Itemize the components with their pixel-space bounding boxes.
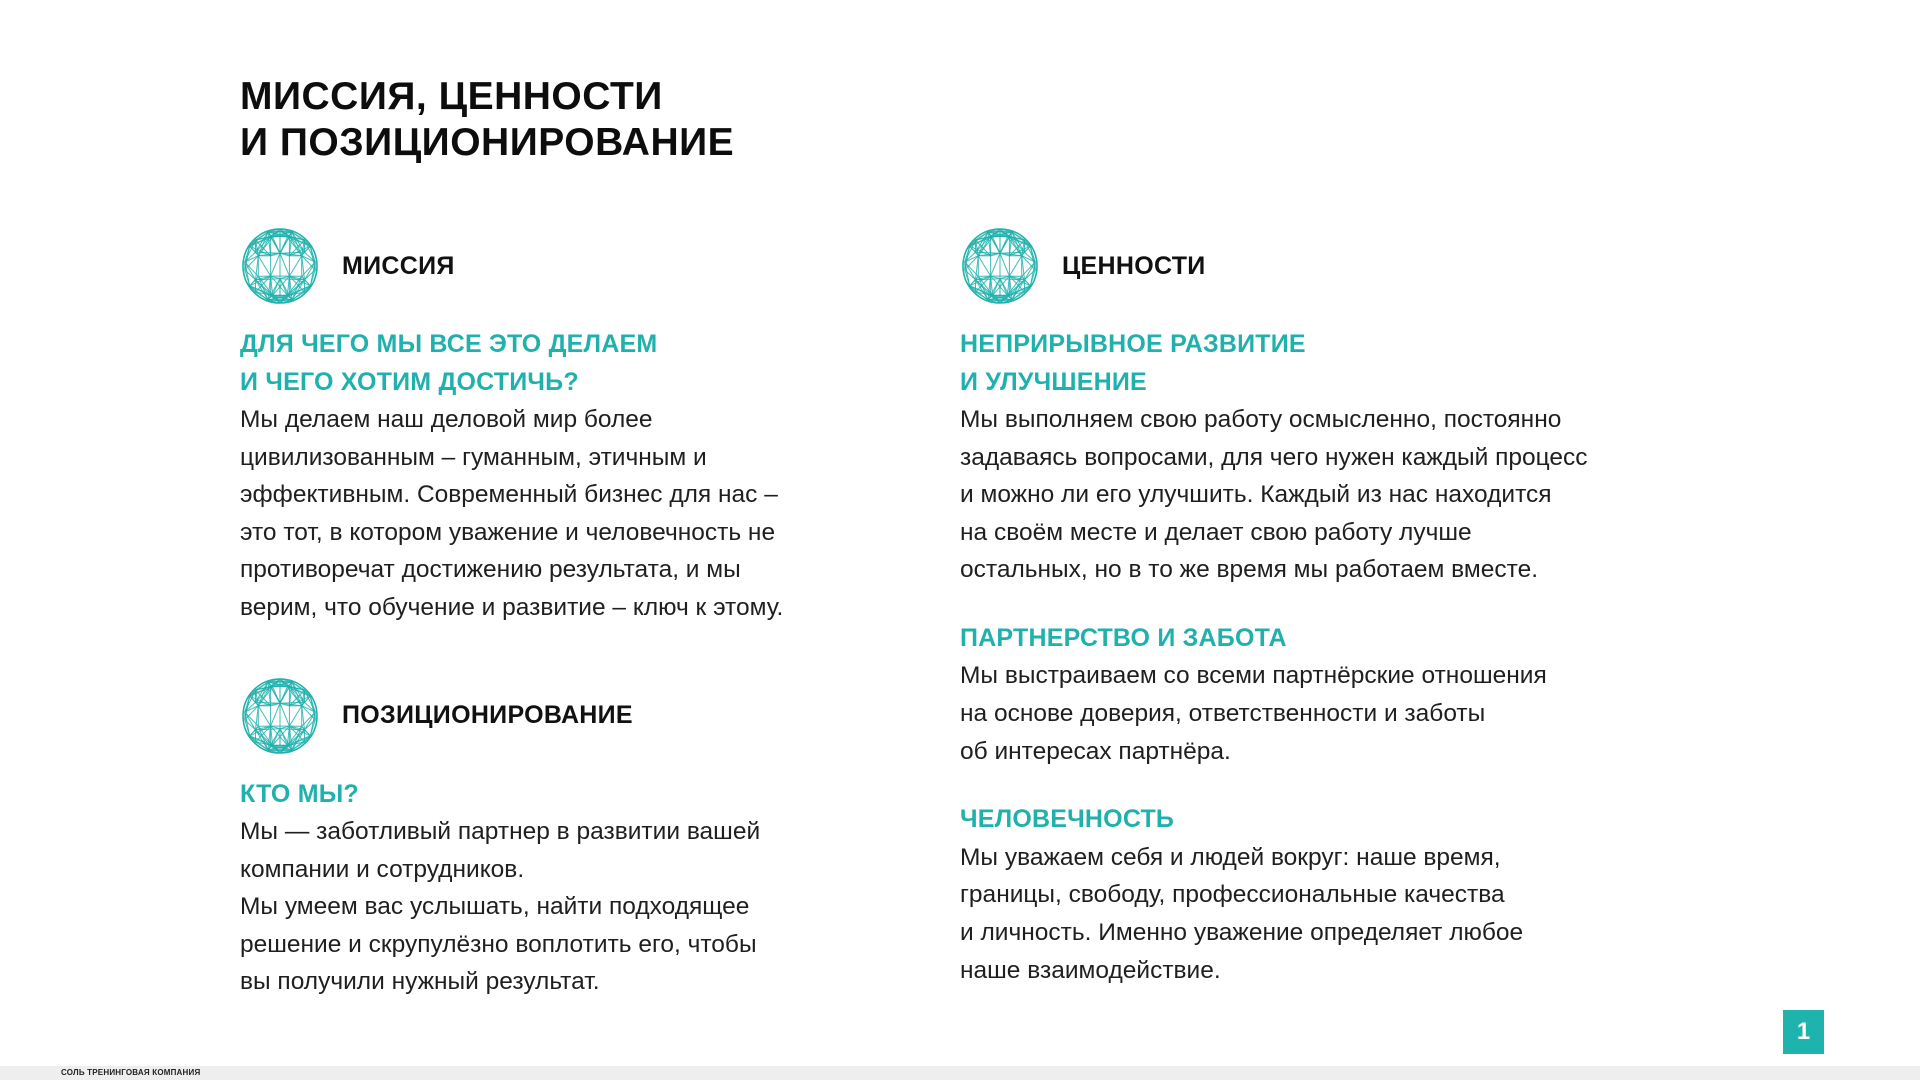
mission-body-line: эффективным. Современный бизнес для нас – [240, 481, 778, 509]
value-body-line: остальных, но в то же время мы работаем вместе. [960, 556, 1538, 584]
geodesic-globe-icon [240, 226, 320, 306]
positioning-body-line: решение и скрупулёзно воплотить его, чтобы [240, 930, 757, 958]
value-subhead [960, 620, 1660, 658]
left-column [240, 225, 940, 1001]
page-title-line-2: И ПОЗИЦИОНИРОВАНИЕ [240, 121, 735, 164]
positioning-body-line: Мы умеем вас услышать, найти подходящее [240, 893, 750, 921]
value-body-line: на основе доверия, ответственности и заботы [960, 700, 1486, 728]
mission-body-line: противоречат достижению результата, и мы [240, 556, 741, 584]
value-body-line: Мы уважаем себя и людей вокруг: наше время, [960, 843, 1501, 871]
positioning-body [240, 813, 940, 1001]
value-body [960, 657, 1660, 770]
mission-subhead [240, 326, 940, 401]
value-subhead-line: НЕПРИРЫВНОЕ РАЗВИТИЕ [960, 330, 1306, 358]
value-body-line: Мы выстраиваем со всеми партнёрские отношения [960, 662, 1547, 690]
value-body-line: Мы выполняем свою работу осмысленно, постоянно [960, 406, 1562, 433]
value-body [960, 401, 1660, 589]
positioning-body-line: Мы — заботливый партнер в развитии вашей [240, 818, 761, 846]
positioning-header [240, 675, 940, 757]
mission-title: МИССИЯ [342, 251, 455, 280]
positioning-body-line: вы получили нужный результат. [240, 968, 600, 996]
value-body-line: задаваясь вопросами, для чего нужен каждый процесс [960, 443, 1588, 471]
value-body-line: и можно ли его улучшить. Каждый из нас находится [960, 481, 1552, 509]
value-body-line: об интересах партнёра. [960, 737, 1231, 765]
footer-company-name: СОЛЬ ТРЕНИНГОВАЯ КОМПАНИЯ [61, 1068, 201, 1077]
value-subhead-line: ПАРТНЕРСТВО И ЗАБОТА [960, 623, 1287, 652]
mission-body-line: это тот, в котором уважение и человечность не [240, 518, 776, 546]
page-title [240, 74, 734, 166]
mission-subhead-line: ДЛЯ ЧЕГО МЫ ВСЕ ЭТО ДЕЛАЕМ [240, 330, 658, 358]
positioning-body-line: компании и сотрудников. [240, 855, 525, 883]
value-item-humanity [960, 801, 1660, 989]
value-item-partnership [960, 620, 1660, 770]
mission-subhead-line: И ЧЕГО ХОТИМ ДОСТИЧЬ? [240, 367, 579, 396]
value-subhead-line: ЧЕЛОВЕЧНОСТЬ [960, 805, 1175, 834]
mission-body-line: верим, что обучение и развитие – ключ к этому. [240, 593, 784, 621]
mission-section [240, 225, 940, 627]
page-number: 1 [1783, 1010, 1824, 1054]
values-header [960, 225, 1660, 307]
value-body-line: на своём месте и делает свою работу лучше [960, 518, 1472, 546]
geodesic-globe-icon [240, 676, 320, 756]
value-body-line: наше взаимодействие. [960, 956, 1221, 984]
positioning-subhead-line: КТО МЫ? [240, 779, 359, 808]
values-title: ЦЕННОСТИ [1062, 251, 1206, 280]
value-body [960, 839, 1660, 989]
value-subhead [960, 801, 1660, 839]
geodesic-globe-icon [960, 226, 1040, 306]
footer-bar [0, 1066, 1920, 1080]
mission-body-line: Мы делаем наш деловой мир более [240, 406, 653, 433]
positioning-title: ПОЗИЦИОНИРОВАНИЕ [342, 701, 633, 730]
mission-body [240, 401, 940, 627]
value-item-development [960, 326, 1660, 589]
mission-header [240, 225, 940, 307]
value-subhead [960, 326, 1660, 401]
value-subhead-line: И УЛУЧШЕНИЕ [960, 367, 1147, 396]
value-body-line: границы, свободу, профессиональные качества [960, 881, 1505, 909]
page-title-line-1: МИССИЯ, ЦЕННОСТИ [240, 75, 663, 118]
positioning-subhead [240, 776, 940, 814]
mission-body-line: цивилизованным – гуманным, этичным и [240, 443, 707, 471]
positioning-section [240, 675, 940, 1001]
right-column [960, 225, 1660, 989]
value-body-line: и личность. Именно уважение определяет любое [960, 918, 1524, 946]
values-section [960, 225, 1660, 989]
